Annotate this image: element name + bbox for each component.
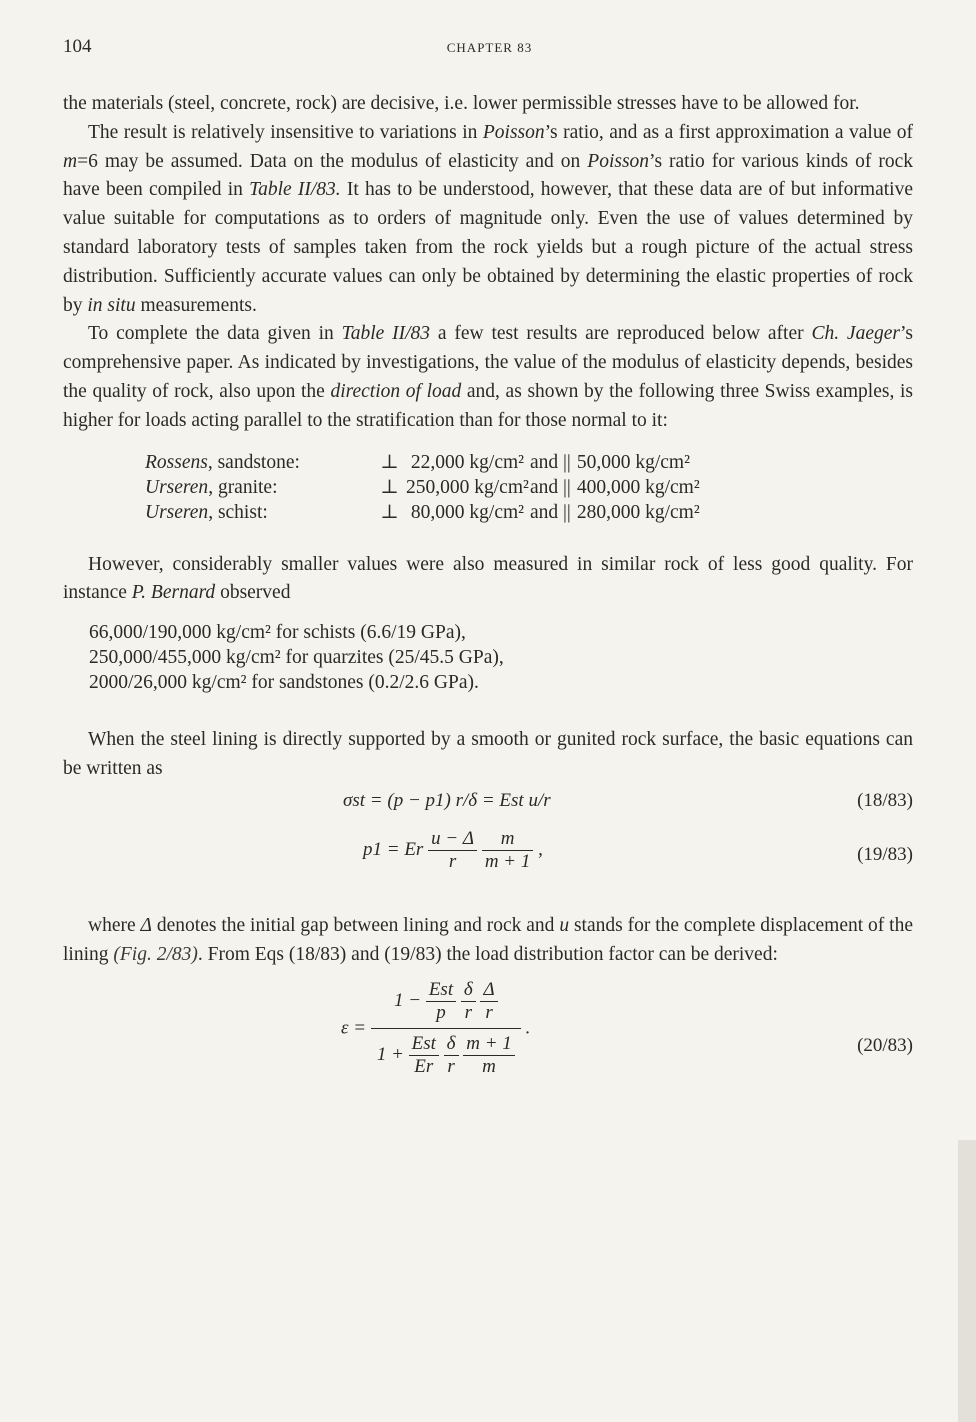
fraction: $\frac{u - \Delta}{r}$	[428, 828, 477, 873]
paragraph-bernard: However, considerably smaller values were also measured in similar rock of less good quality. For instance P. Bernard observed	[63, 553, 913, 604]
perpendicular-icon: ⊥	[380, 501, 399, 523]
paragraph-basic-equations: When the steel lining is directly supported by a smooth or gunited rock surface, the basic equations can be written as	[63, 729, 913, 779]
example-row: Urseren, granite: ⊥ 250,000 kg/cm² and || 400,000 kg/cm²	[145, 476, 700, 498]
equation-number: (18/83)	[857, 789, 913, 811]
paragraph-continuation: the materials (steel, concrete, rock) are decisive, i.e. lower permissible stresses have to be allowed for.	[63, 93, 860, 114]
equation-number: (19/83)	[857, 843, 913, 865]
equation-19: p1 = Er $\frac{u - \Delta}{r}$ $\frac{m}{m + 1}$ , (19/83)	[363, 827, 913, 872]
perpendicular-icon: ⊥	[380, 451, 399, 473]
example-row: Urseren, schist: ⊥ 80,000 kg/cm² and || 280,000 kg/cm²	[145, 501, 700, 523]
paragraph-jaeger: To complete the data given in Table II/83 a few test results are reproduced below after Ch. Jaeger’s comprehensive paper. As indicated by investigations, the value of the modulus of elasticity depends, besides the quality of rock, also upon the direction of load and, as shown by the following three Swiss examples, is higher for loads acting parallel to the stratification than for those normal to it:	[63, 323, 913, 431]
chapter-title: CHAPTER 83	[446, 40, 533, 55]
observation-line: 250,000/455,000 kg/cm² for quarzites (25/45.5 GPa),	[89, 647, 504, 669]
equation-20: ε = 1 − $\frac{\text{Est}}{p}$ $\frac{\delta}{r}$ $\frac{\Delta}{r}$ 1 + $\frac{\text{Est}}{Er}$ $\frac{\delta}{r}$ $\frac{m + 1}{m}$ . (20/83)	[341, 979, 913, 1078]
observation-line: 2000/26,000 kg/cm² for sandstones (0.2/2.6 GPa).	[89, 672, 479, 694]
swiss-examples-list	[145, 450, 913, 525]
observation-line: 66,000/190,000 kg/cm² for schists (6.6/19 GPa),	[89, 622, 466, 644]
equation-expression: σst = (p − p1) r/δ = Est u/r	[343, 789, 551, 811]
main-fraction: 1 − $\frac{\text{Est}}{p}$ $\frac{\delta}{r}$ $\frac{\Delta}{r}$ 1 + $\frac{\text{Est}}{Er}$ $\frac{\delta}{r}$ $\frac{m + 1}{m}$	[371, 979, 521, 1078]
page-header	[63, 30, 916, 60]
page-edge-shadow	[958, 1140, 976, 1422]
page-number: 104	[63, 36, 92, 57]
equation-18	[63, 784, 913, 826]
paragraph-poisson: The result is relatively insensitive to variations in Poisson’s ratio, and as a first approximation a value of m=6 may be assumed. Data on the modulus of elasticity and on Poisson’s ratio for various kinds of rock have been compiled in Table II/83. It has to be understood, however, that these data are of but informative value suitable for computations as to orders of magnitude only. Even the use of values determined by standard laboratory tests of samples taken from the rock yields but a rough picture of the actual stress distribution. Sufficiently accurate values can only be obtained by determining the elastic properties of rock by in situ measurements.	[63, 121, 913, 316]
perpendicular-icon: ⊥	[380, 476, 399, 498]
figure-reference[interactable]: (Fig. 2/83)	[113, 943, 198, 965]
equation-number: (20/83)	[857, 1035, 913, 1057]
example-row: Rossens, sandstone: ⊥ 22,000 kg/cm² and || 50,000 kg/cm²	[145, 451, 690, 473]
bernard-observations	[89, 620, 913, 695]
paragraph-load-factor: where Δ denotes the initial gap between lining and rock and u stands for the complete displacement of the lining (Fig. 2/83). From Eqs (18/83) and (19/83) the load distribution factor can be derived:	[63, 914, 913, 965]
fraction: $\frac{m}{m + 1}$	[482, 828, 534, 873]
page-body	[63, 90, 913, 1119]
